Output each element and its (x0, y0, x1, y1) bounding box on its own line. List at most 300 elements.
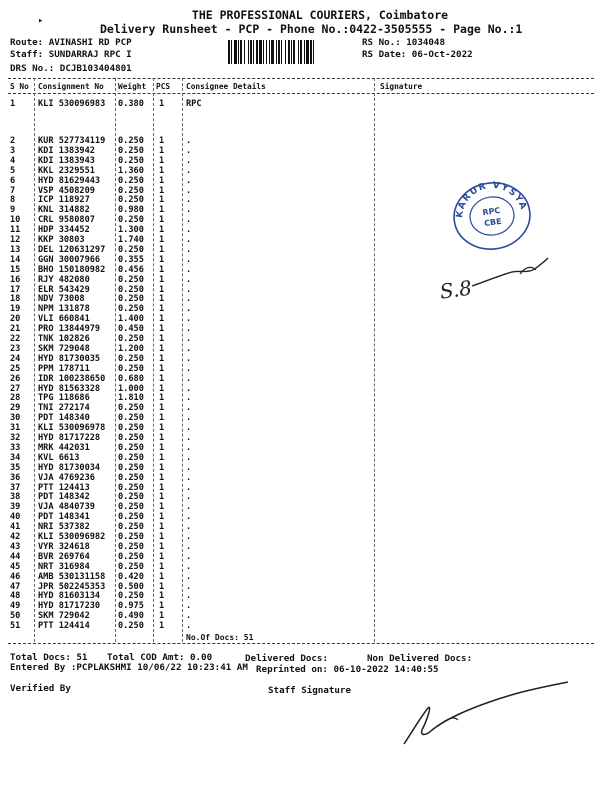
row-consignee-details: . (186, 522, 192, 533)
row-weight: 0.250 (118, 492, 144, 503)
row-sno: 48 (10, 591, 21, 602)
row-weight: 0.250 (118, 136, 144, 146)
row-consignment-no: HYD 81603134 (38, 591, 101, 602)
row-consignment-no: IDR 100238650 (38, 373, 106, 384)
row-consignee-details: . (186, 621, 192, 632)
row-pcs: 1 (159, 433, 165, 443)
row-consignment-no: JPR 502245353 (38, 581, 106, 592)
row-pcs: 1 (159, 522, 165, 533)
col-header-consignee: Consignee Details (186, 82, 266, 91)
row-weight: 1.360 (118, 165, 144, 176)
row-sno: 32 (10, 433, 21, 443)
row-weight: 0.250 (118, 442, 144, 453)
row-consignment-no: AMB 530131158 (38, 571, 106, 582)
row-consignment-no: NRI 537382 (38, 522, 90, 533)
row-pcs: 1 (159, 561, 165, 572)
table-row (0, 512, 380, 522)
barcode-bar (263, 40, 264, 64)
table-row (0, 591, 380, 601)
row-pcs: 1 (159, 215, 165, 226)
row-sno: 51 (10, 621, 21, 632)
barcode-bar (278, 40, 280, 64)
row-consignee-details: . (186, 393, 192, 404)
row-consignment-no: SKM 729042 (38, 611, 90, 622)
table-row (0, 255, 380, 265)
row-sno: 28 (10, 393, 21, 404)
table-row (0, 324, 380, 334)
row-sno: 44 (10, 551, 21, 562)
row-sno: 9 (10, 205, 16, 216)
row-weight: 0.250 (118, 472, 144, 483)
row-consignment-no: NDV 73008 (38, 294, 85, 305)
table-row (0, 463, 380, 473)
row-consignment-no: HYD 81730034 (38, 462, 101, 473)
row-pcs: 1 (159, 621, 165, 632)
row-pcs: 1 (159, 235, 165, 245)
barcode-bar (285, 40, 286, 64)
row-pcs: 1 (159, 145, 165, 156)
row-pcs: 1 (159, 373, 165, 384)
table-row (0, 344, 380, 354)
row-consignee-details: . (186, 551, 192, 562)
row-weight: 0.490 (118, 611, 144, 622)
row-weight: 0.250 (118, 334, 144, 344)
handwritten-note (436, 252, 554, 308)
row-weight: 0.250 (118, 532, 144, 542)
row-consignee-details: . (186, 413, 192, 424)
row-weight: 1.810 (118, 393, 144, 404)
table-row (0, 582, 380, 592)
row-consignee-details: . (186, 433, 192, 443)
row-pcs: 1 (159, 591, 165, 602)
row-consignment-no: TNI 272174 (38, 403, 90, 414)
row-weight: 0.250 (118, 403, 144, 414)
table-row (0, 453, 380, 463)
row-pcs: 1 (159, 155, 165, 166)
row-consignee-details: . (186, 244, 192, 255)
row-consignee-details: . (186, 482, 192, 493)
row-sno: 12 (10, 235, 21, 245)
row-consignment-no: GGN 30007966 (38, 254, 101, 265)
verified-by: Verified By (10, 683, 71, 694)
row-weight: 0.250 (118, 561, 144, 572)
table-row (0, 205, 380, 215)
row-consignee-details: . (186, 601, 192, 612)
table-row (0, 176, 380, 186)
table-row (0, 275, 380, 285)
row-sno: 47 (10, 581, 21, 592)
row-consignee-details: . (186, 254, 192, 265)
row-consignment-no: PDT 148340 (38, 413, 90, 424)
row-consignee-details: . (186, 195, 192, 206)
row-pcs: 1 (159, 571, 165, 582)
row-consignment-no: KVL 6613 (38, 452, 80, 463)
row-consignee-details: . (186, 442, 192, 453)
row-pcs: 1 (159, 551, 165, 562)
barcode-bar (248, 40, 249, 64)
table-row (0, 552, 380, 562)
table-row (0, 215, 380, 225)
row-pcs: 1 (159, 363, 165, 374)
barcode-bar (259, 40, 262, 64)
row-consignee-details: . (186, 472, 192, 483)
row-sno: 41 (10, 522, 21, 533)
row-pcs: 1 (159, 99, 165, 109)
barcode-bar (300, 40, 302, 64)
table-row (0, 146, 380, 156)
row-consignee-details: RPC (186, 99, 202, 109)
row-consignee-details: . (186, 136, 192, 146)
total-cod: Total COD Amt: 0.00 (107, 652, 213, 663)
drs-number: DRS No.: DCJB103404801 (10, 63, 132, 74)
row-consignee-details: . (186, 611, 192, 622)
table-row (0, 354, 380, 364)
row-weight: 0.500 (118, 581, 144, 592)
row-pcs: 1 (159, 532, 165, 542)
table-row (0, 542, 380, 552)
row-consignee-details: . (186, 264, 192, 275)
row-pcs: 1 (159, 244, 165, 255)
row-pcs: 1 (159, 462, 165, 473)
barcode-bar (304, 40, 305, 64)
row-sno: 1 (10, 99, 16, 109)
row-consignment-no: KUR 527734119 (38, 136, 106, 146)
row-consignee-details: . (186, 383, 192, 394)
row-pcs: 1 (159, 482, 165, 493)
reprinted-on: Reprinted on: 06-10-2022 14:40:55 (256, 664, 439, 675)
row-sno: 8 (10, 195, 16, 206)
row-consignee-details: . (186, 343, 192, 354)
row-sno: 18 (10, 294, 21, 305)
row-pcs: 1 (159, 324, 165, 335)
barcode-bar (250, 40, 252, 64)
row-sno: 7 (10, 185, 16, 196)
row-pcs: 1 (159, 452, 165, 463)
row-sno: 24 (10, 353, 21, 364)
row-consignee-details: . (186, 512, 192, 523)
row-consignment-no: HDP 334452 (38, 225, 90, 236)
table-row (0, 483, 380, 493)
barcode-bar (231, 40, 232, 64)
row-weight: 0.250 (118, 145, 144, 156)
table-row (0, 314, 380, 324)
row-pcs: 1 (159, 611, 165, 622)
table-row (0, 304, 380, 314)
row-consignee-details: . (186, 294, 192, 305)
row-sno: 21 (10, 324, 21, 335)
row-sno: 35 (10, 462, 21, 473)
handwritten-note-text: S.8 (438, 275, 474, 304)
table-row (0, 562, 380, 572)
row-consignee-details: . (186, 205, 192, 216)
row-pcs: 1 (159, 541, 165, 552)
row-pcs: 1 (159, 472, 165, 483)
stamp-ring-text: KARUR VYSYA (455, 180, 529, 219)
row-sno: 6 (10, 175, 16, 186)
row-weight: 0.250 (118, 522, 144, 533)
row-weight: 0.450 (118, 324, 144, 335)
row-sno: 19 (10, 304, 21, 315)
row-consignment-no: DEL 120631297 (38, 244, 106, 255)
row-consignee-details: . (186, 492, 192, 503)
row-weight: 0.250 (118, 413, 144, 424)
row-sno: 3 (10, 145, 16, 156)
row-consignment-no: HYD 81730035 (38, 353, 101, 364)
row-consignee-details: . (186, 235, 192, 245)
row-sno: 43 (10, 541, 21, 552)
table-row (0, 99, 380, 109)
row-consignee-details: . (186, 284, 192, 295)
row-weight: 0.250 (118, 452, 144, 463)
row-pcs: 1 (159, 294, 165, 305)
row-weight: 0.250 (118, 482, 144, 493)
route-label: Route: AVINASHI RD PCP (10, 37, 132, 48)
barcode (228, 40, 356, 64)
barcode-bar (281, 40, 282, 64)
row-weight: 0.250 (118, 244, 144, 255)
staff-signature-scribble (392, 678, 572, 750)
row-consignment-no: SKM 729048 (38, 343, 90, 354)
row-consignee-details: . (186, 215, 192, 226)
table-row (0, 443, 380, 453)
barcode-bar (234, 40, 237, 64)
row-consignment-no: PTT 124414 (38, 621, 90, 632)
row-weight: 0.250 (118, 433, 144, 443)
row-consignee-details: . (186, 353, 192, 364)
row-weight: 0.250 (118, 423, 144, 434)
row-consignee-details: . (186, 373, 192, 384)
row-consignee-details: . (186, 541, 192, 552)
row-weight: 0.980 (118, 205, 144, 216)
row-consignee-details: . (186, 225, 192, 236)
row-sno: 31 (10, 423, 21, 434)
row-consignee-details: . (186, 581, 192, 592)
row-consignment-no: KLI 530096982 (38, 532, 106, 542)
table-row (0, 384, 380, 394)
row-pcs: 1 (159, 185, 165, 196)
table-row (0, 572, 380, 582)
header-top-rule (8, 78, 594, 79)
runsheet-subtitle: Delivery Runsheet - PCP - Phone No.:0422-3505555 - Page No.:1 (100, 22, 523, 36)
table-row (0, 294, 380, 304)
staff-label: Staff: SUNDARRAJ RPC I (10, 49, 132, 60)
table-row (0, 334, 380, 344)
row-sno: 14 (10, 254, 21, 265)
row-consignment-no: HYD 81717230 (38, 601, 101, 612)
row-sno: 2 (10, 136, 16, 146)
row-sno: 10 (10, 215, 21, 226)
row-pcs: 1 (159, 492, 165, 503)
row-consignee-details: . (186, 185, 192, 196)
row-consignment-no: MRK 442031 (38, 442, 90, 453)
barcode-bar (298, 40, 299, 64)
row-consignee-details: . (186, 334, 192, 344)
rs-number: RS No.: 1034048 (362, 37, 445, 48)
row-pcs: 1 (159, 284, 165, 295)
delivered-docs: Delivered Docs: (245, 653, 328, 664)
row-weight: 0.250 (118, 591, 144, 602)
corner-mark: ▸ (38, 16, 44, 26)
row-pcs: 1 (159, 195, 165, 206)
table-row (0, 166, 380, 176)
row-weight: 0.456 (118, 264, 144, 275)
row-consignee-details: . (186, 462, 192, 473)
col-header-weight: Weight (118, 82, 147, 91)
barcode-bar (313, 40, 314, 64)
table-row (0, 611, 380, 621)
row-consignment-no: ICP 118927 (38, 195, 90, 206)
row-sno: 40 (10, 512, 21, 523)
staff-signature-label: Staff Signature (268, 685, 351, 696)
row-consignee-details: . (186, 591, 192, 602)
row-weight: 0.250 (118, 274, 144, 285)
row-weight: 0.250 (118, 353, 144, 364)
col-header-sno: S No (10, 82, 29, 91)
row-sno: 23 (10, 343, 21, 354)
table-row (0, 235, 380, 245)
row-weight: 0.250 (118, 215, 144, 226)
row-consignee-details: . (186, 571, 192, 582)
row-weight: 1.000 (118, 383, 144, 394)
row-consignment-no: CRL 9580807 (38, 215, 95, 226)
row-weight: 0.250 (118, 284, 144, 295)
row-pcs: 1 (159, 383, 165, 394)
row-consignment-no: BHO 150180982 (38, 264, 106, 275)
row-pcs: 1 (159, 403, 165, 414)
row-sno: 49 (10, 601, 21, 612)
row-consignment-no: VJA 4769236 (38, 472, 95, 483)
row-weight: 0.250 (118, 462, 144, 473)
row-sno: 50 (10, 611, 21, 622)
row-consignment-no: KNL 314882 (38, 205, 90, 216)
row-pcs: 1 (159, 254, 165, 265)
table-row (0, 473, 380, 483)
row-sno: 4 (10, 155, 16, 166)
barcode-bar (253, 40, 254, 64)
table-row (0, 245, 380, 255)
table-row (0, 601, 380, 611)
barcode-bar (293, 40, 295, 64)
header-bottom-rule (8, 93, 594, 94)
table-row (0, 522, 380, 532)
table-row (0, 532, 380, 542)
row-pcs: 1 (159, 225, 165, 236)
row-consignee-details: . (186, 561, 192, 572)
row-consignment-no: KDI 1383943 (38, 155, 95, 166)
table-row (0, 156, 380, 166)
row-consignment-no: TPG 118686 (38, 393, 90, 404)
col-header-signature: Signature (380, 82, 423, 91)
row-consignee-details: . (186, 403, 192, 414)
barcode-bar (271, 40, 274, 64)
row-consignment-no: TNK 102826 (38, 334, 90, 344)
row-sno: 26 (10, 373, 21, 384)
row-pcs: 1 (159, 393, 165, 404)
row-weight: 0.680 (118, 373, 144, 384)
stamp-center-top: RPC (481, 205, 501, 218)
table-row (0, 225, 380, 235)
row-consignment-no: KDI 1383942 (38, 145, 95, 156)
barcode-bar (238, 40, 239, 64)
row-weight: 1.740 (118, 235, 144, 245)
row-consignment-no: KLI 530096983 (38, 99, 106, 109)
row-sno: 30 (10, 413, 21, 424)
row-weight: 0.250 (118, 502, 144, 513)
row-consignee-details: . (186, 165, 192, 176)
row-weight: 1.200 (118, 343, 144, 354)
barcode-bar (240, 40, 242, 64)
row-sno: 36 (10, 472, 21, 483)
row-sno: 34 (10, 452, 21, 463)
row-consignee-details: . (186, 155, 192, 166)
table-row (0, 374, 380, 384)
row-consignment-no: PDT 148342 (38, 492, 90, 503)
row-sno: 45 (10, 561, 21, 572)
row-consignment-no: PPM 178711 (38, 363, 90, 374)
row-sno: 20 (10, 314, 21, 325)
row-sno: 33 (10, 442, 21, 453)
row-consignee-details: . (186, 502, 192, 513)
row-consignment-no: VYR 324618 (38, 541, 90, 552)
bank-stamp (450, 180, 534, 252)
row-pcs: 1 (159, 274, 165, 285)
row-consignment-no: NPM 131878 (38, 304, 90, 315)
table-row (0, 621, 380, 631)
col-header-consignment: Consignment No (38, 82, 104, 91)
table-row (0, 403, 380, 413)
table-row (0, 364, 380, 374)
table-row (0, 433, 380, 443)
row-consignee-details: . (186, 363, 192, 374)
total-docs: Total Docs: 51 (10, 652, 88, 663)
row-weight: 0.250 (118, 363, 144, 374)
col-header-pcs: PCS (156, 82, 171, 91)
row-weight: 0.250 (118, 185, 144, 196)
row-pcs: 1 (159, 264, 165, 275)
non-delivered-docs: Non Delivered Docs: (367, 653, 473, 664)
barcode-bar (291, 40, 292, 64)
row-pcs: 1 (159, 423, 165, 434)
barcode-bar (310, 40, 312, 64)
row-pcs: 1 (159, 601, 165, 612)
row-pcs: 1 (159, 165, 165, 176)
row-pcs: 1 (159, 343, 165, 354)
row-consignment-no: HYD 81563328 (38, 383, 101, 394)
row-consignment-no: PTT 124413 (38, 482, 90, 493)
row-consignment-no: ELR 543429 (38, 284, 90, 295)
row-weight: 0.420 (118, 571, 144, 582)
row-consignee-details: . (186, 274, 192, 285)
table-row (0, 186, 380, 196)
entered-by: Entered By :PCPLAKSHMI 10/06/22 10:23:41 AM (10, 662, 248, 673)
row-consignment-no: BVR 269764 (38, 551, 90, 562)
row-consignee-details: . (186, 145, 192, 156)
barcode-bar (306, 40, 309, 64)
barcode-bar (276, 40, 277, 64)
row-pcs: 1 (159, 512, 165, 523)
row-consignment-no: VJA 4840739 (38, 502, 95, 513)
row-weight: 0.355 (118, 254, 144, 265)
barcode-bar (266, 40, 267, 64)
row-consignment-no: PRO 13844979 (38, 324, 101, 335)
row-pcs: 1 (159, 175, 165, 186)
row-consignee-details: . (186, 423, 192, 434)
row-sno: 39 (10, 502, 21, 513)
row-consignment-no: KLI 530096978 (38, 423, 106, 434)
table-row (0, 285, 380, 295)
row-weight: 0.250 (118, 304, 144, 315)
row-consignment-no: RJY 482080 (38, 274, 90, 285)
